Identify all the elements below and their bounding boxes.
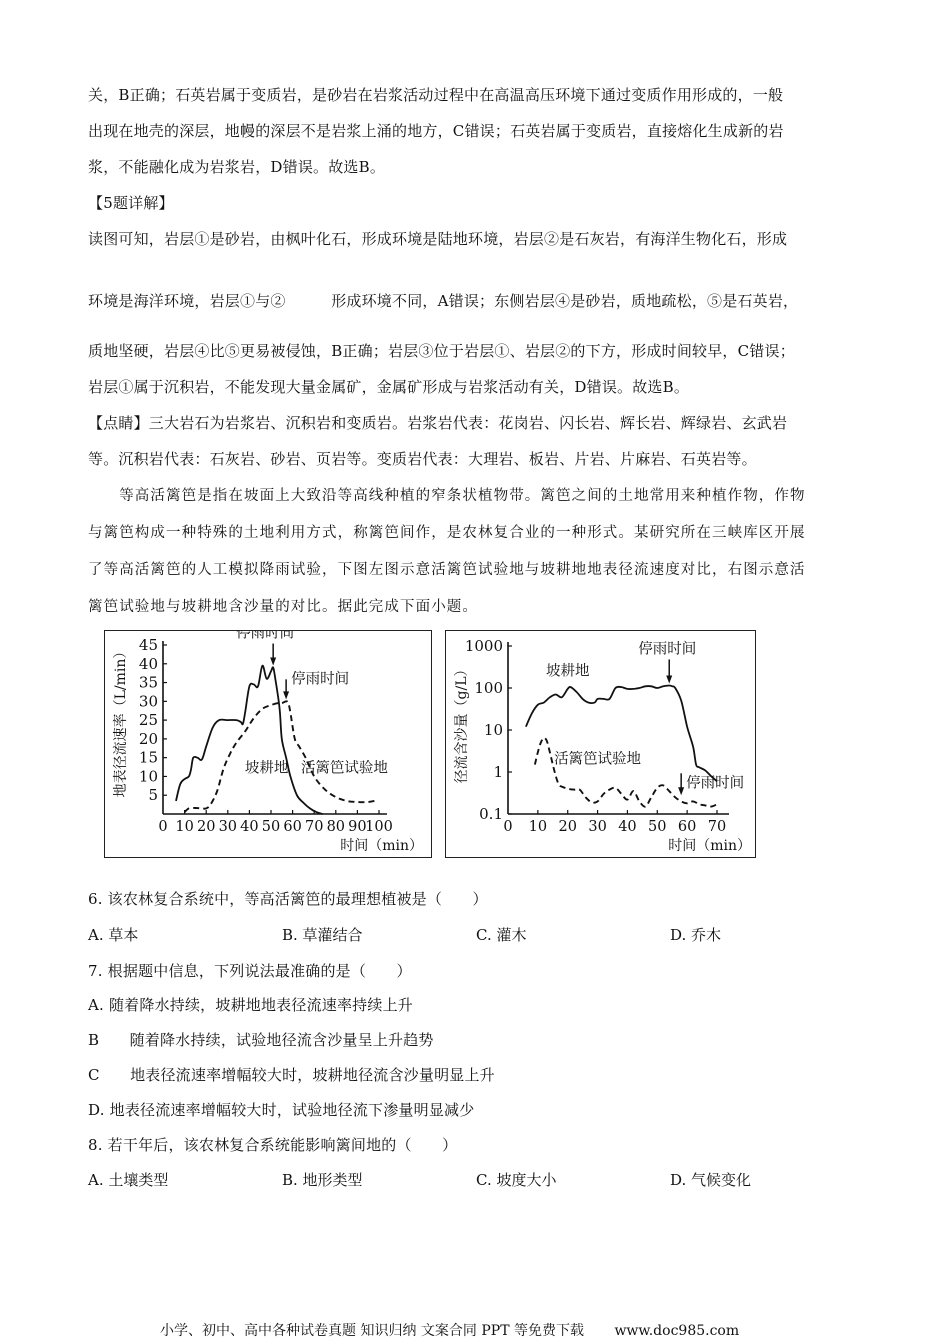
analysis-line: 环境是海洋环境，岩层①与② 形成环境不同，A错误；东侧岩层④是砂岩，质地疏松，⑤是石英岩， [88,292,799,310]
runoff-rate-chart [104,630,432,858]
passage-line: 与篱笆构成一种特殊的土地利用方式，称篱笆间作，是农林复合业的一种形式。某研究所在三峡库区开展 [88,525,806,541]
x-tick-label: 40 [240,819,259,835]
x-tick-label: 30 [588,819,607,835]
sediment-chart [445,630,756,858]
arrow-head-icon [283,691,289,699]
series-line-slope-farmland [176,666,323,814]
x-tick-label: 0 [503,819,513,835]
x-tick-label: 80 [326,819,346,835]
x-tick-label: 70 [707,819,727,835]
y-tick-label: 0.1 [479,805,503,823]
q8-option-b[interactable]: B. 地形类型 [282,1171,363,1189]
x-axis-label: 时间（min） [668,838,751,854]
question-6-stem: 6. 该农林复合系统中，等高活篱笆的最理想植被是（ ） [88,890,488,908]
sediment-chart-svg [446,631,755,857]
q7-option-b[interactable]: B 随着降水持续，试验地径流含沙量呈上升趋势 [88,1031,434,1049]
arrow-head-icon [666,675,672,683]
y-tick-label: 10 [138,767,158,786]
footer-link[interactable]: www.doc985.com [614,1323,740,1339]
q8-option-c[interactable]: C. 坡度大小 [476,1171,557,1189]
y-tick-label: 5 [148,786,158,805]
q8-option-d[interactable]: D. 气候变化 [670,1171,752,1189]
q6-option-d[interactable]: D. 乔木 [670,926,722,944]
passage-line: 等高活篱笆是指在坡面上大致沿等高线种植的窄条状植物带。篱笆之间的土地常用来种植作物，作物 [88,488,806,504]
analysis-line: 浆，不能融化成为岩浆岩，D错误。故选B。 [88,158,386,176]
x-tick-label: 10 [175,819,194,835]
analysis-line: 关，B正确；石英岩属于变质岩，是砂岩在岩浆活动过程中在高温高压环境下通过变质作用形成的，一般 [88,86,784,104]
q6-option-c[interactable]: C. 灌木 [476,926,527,944]
x-tick-label: 30 [218,819,238,835]
x-tick-label: 70 [304,819,324,835]
q7-option-d[interactable]: D. 地表径流速率增幅较大时，试验地径流下渗量明显减少 [88,1101,475,1119]
series-label: 坡耕地 [545,663,590,680]
footer [160,1320,739,1340]
x-tick-label: 100 [365,819,393,835]
question-7-stem: 7. 根据题中信息，下列说法最准确的是（ ） [88,962,412,980]
analysis-line: 质地坚硬，岩层④比⑤更易被侵蚀，B正确；岩层③位于岩层①、岩层②的下方，形成时间较早，C错误； [88,342,795,360]
arrow-head-icon [270,658,276,666]
x-tick-label: 10 [528,819,548,835]
stop-rain-label: 停雨时间 [236,631,295,642]
stop-rain-label: 停雨时间 [686,775,745,792]
q5-heading: 【5题详解】 [88,194,174,212]
arrow-head-icon [678,787,684,795]
runoff-rate-chart-svg [105,631,431,857]
q8-option-a[interactable]: A. 土壤类型 [88,1171,169,1189]
passage-line: 篱笆试验地与坡耕地含沙量的对比。据此完成下面小题。 [88,599,478,615]
tip-line: 等。沉积岩代表：石灰岩、砂岩、页岩等。变质岩代表：大理岩、板岩、片岩、片麻岩、石英岩等。 [88,450,757,468]
q7-option-a[interactable]: A. 随着降水持续，坡耕地地表径流速率持续上升 [88,996,413,1014]
y-tick-label: 35 [138,673,158,692]
x-tick-label: 60 [283,819,302,835]
series-label: 活篱笆试验地 [300,760,388,777]
analysis-line: 出现在地壳的深层，地幔的深层不是岩浆上涌的地方，C错误；石英岩属于变质岩，直接熔化生成新的岩 [88,122,784,140]
x-tick-label: 60 [677,819,697,835]
y-tick-label: 20 [138,729,158,748]
y-tick-label: 1000 [464,637,503,655]
stop-rain-label: 停雨时间 [291,671,350,688]
passage-line: 了等高活篱笆的人工模拟降雨试验，下图左图示意活篱笆试验地与坡耕地地表径流速度对比，右图示意活 [88,562,806,578]
footer-text: 小学、初中、高中各种试卷真题 知识归纳 文案合同 PPT 等免费下载 [160,1323,584,1339]
q6-option-a[interactable]: A. 草本 [88,926,139,944]
series-line-hedgerow-plot [535,738,717,807]
x-tick-label: 50 [261,819,281,835]
analysis-line: 读图可知，岩层①是砂岩，由枫叶化石，形成环境是陆地环境，岩层②是石灰岩，有海洋生物化石，形成 [88,230,788,248]
x-tick-label: 0 [158,819,168,835]
y-axis-label: 地表径流速率（L/min） [113,644,129,798]
x-tick-label: 90 [348,819,367,835]
x-tick-label: 50 [648,819,667,835]
y-tick-label: 1 [493,763,503,781]
y-tick-label: 100 [474,679,503,697]
q6-option-b[interactable]: B. 草灌结合 [282,926,363,944]
y-axis-label: 径流含沙量（g/L） [454,662,470,784]
series-label: 坡耕地 [244,760,289,777]
series-label: 活篱笆试验地 [554,751,642,768]
question-8-stem: 8. 若干年后，该农林复合系统能影响篱间地的（ ） [88,1136,458,1154]
y-tick-label: 30 [138,692,158,711]
analysis-line: 岩层①属于沉积岩，不能发现大量金属矿，金属矿形成与岩浆活动有关，D错误。故选B。 [88,378,690,396]
y-tick-label: 40 [138,654,158,673]
q7-option-c[interactable]: C 地表径流速率增幅较大时，坡耕地径流含沙量明显上升 [88,1066,495,1084]
y-tick-label: 45 [138,636,158,654]
x-axis-label: 时间（min） [340,838,423,854]
x-tick-label: 20 [558,819,577,835]
tip-line: 【点睛】三大岩石为岩浆岩、沉积岩和变质岩。岩浆岩代表：花岗岩、闪长岩、辉长岩、辉绿岩、玄武岩 [88,414,788,432]
y-tick-label: 15 [138,748,158,767]
stop-rain-label: 停雨时间 [638,641,697,658]
x-tick-label: 20 [196,819,216,835]
y-tick-label: 25 [138,711,158,730]
x-tick-label: 40 [618,819,637,835]
y-tick-label: 10 [483,721,503,739]
